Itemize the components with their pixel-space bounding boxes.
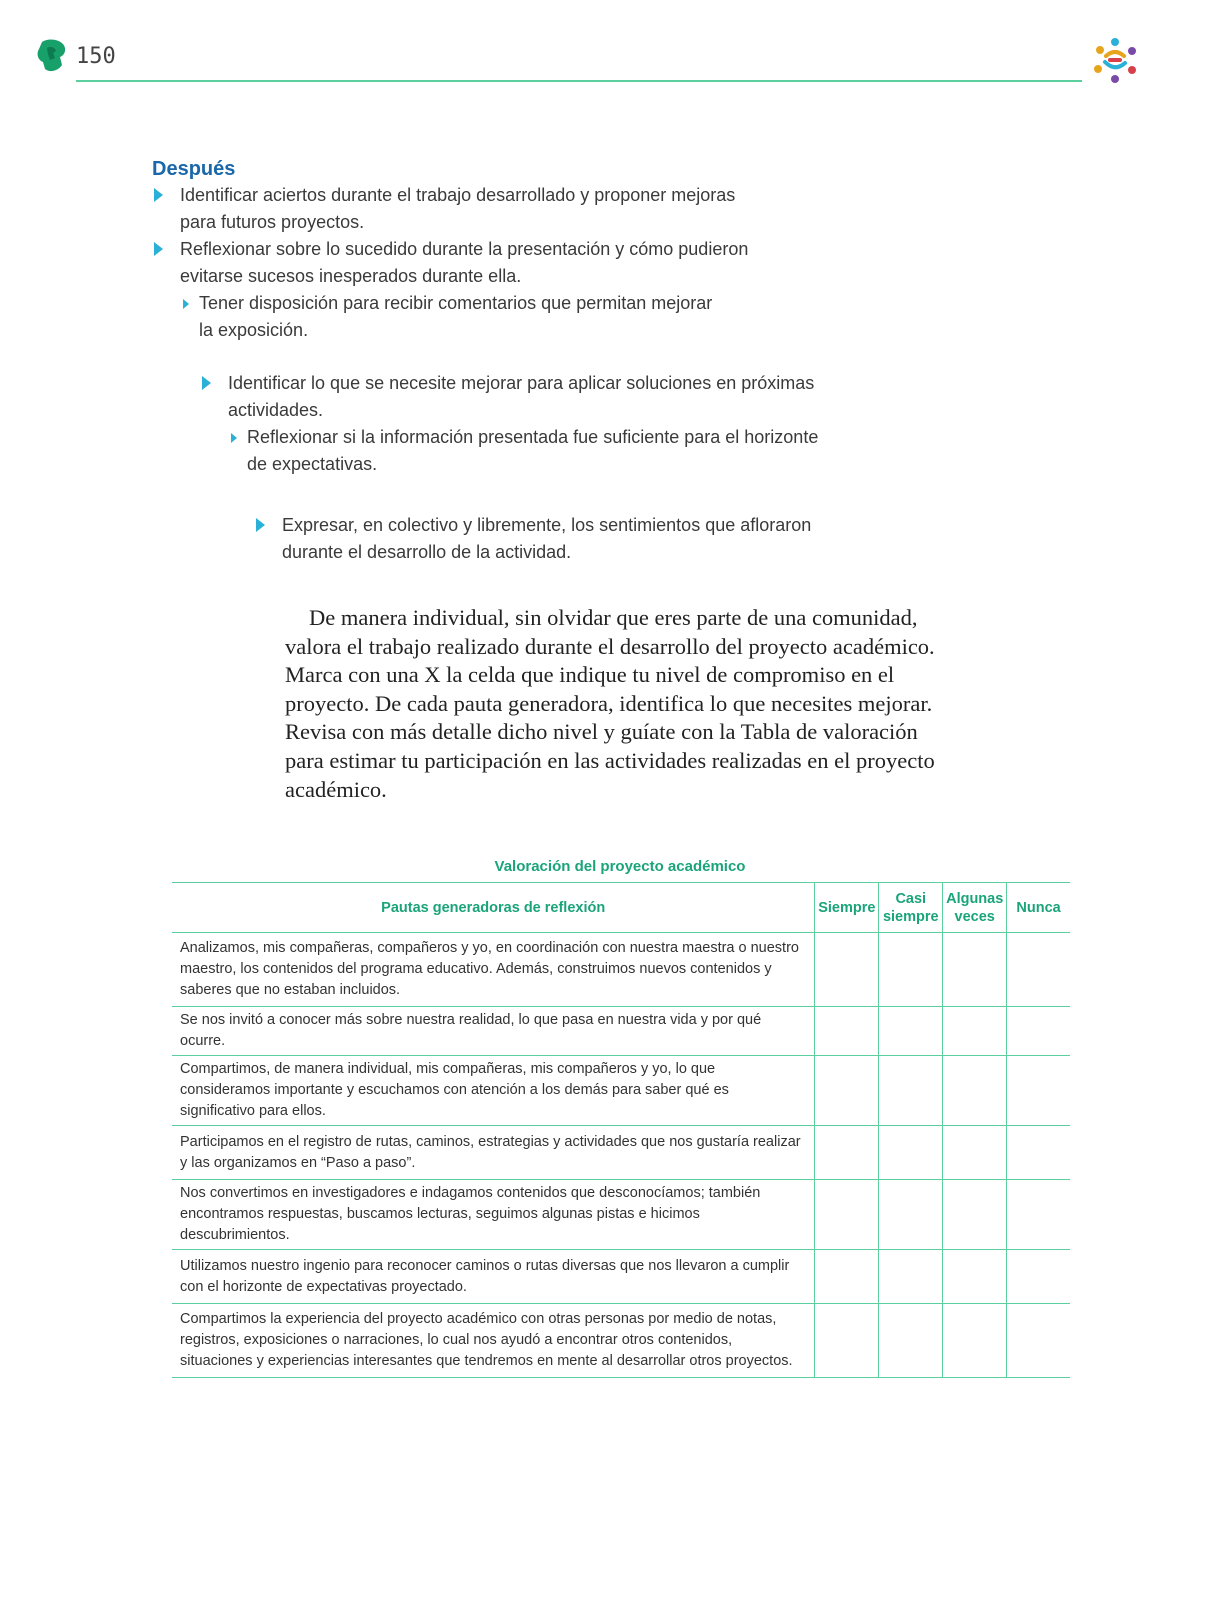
cell-nunca[interactable]: [1007, 1056, 1070, 1126]
criterion-text: Utilizamos nuestro ingenio para reconocer caminos o rutas diversas que nos llevaron a cumplir con el horizonte de expectativas proyectado.: [172, 1250, 815, 1304]
community-circle-icon: [1088, 34, 1142, 86]
criterion-text: Participamos en el registro de rutas, caminos, estrategias y actividades que nos gustaría realizar y las organizamos en “Paso a paso”.: [172, 1126, 815, 1180]
green-emblem-icon: [36, 38, 68, 74]
criterion-text: Nos convertimos en investigadores e indagamos contenidos que desconocíamos; también encontramos respuestas, buscamos lecturas, seguimos algunas pistas e hicimos descubrimientos.: [172, 1180, 815, 1250]
table-row: [172, 1250, 1070, 1304]
evaluation-table: [172, 882, 1070, 1378]
header-criteria: Pautas generadoras de reflexión: [172, 883, 815, 933]
cell-siempre[interactable]: [815, 1056, 879, 1126]
list-item: Expresar, en colectivo y libremente, los sentimientos que afloraron durante el desarrollo de la actividad.: [282, 512, 811, 566]
cell-nunca[interactable]: [1007, 1250, 1070, 1304]
cell-nunca[interactable]: [1007, 933, 1070, 1007]
header-rule: [76, 80, 1082, 82]
criterion-text: Analizamos, mis compañeras, compañeros y yo, en coordinación con nuestra maestra o nuestro maestro, los contenidos del programa educativo. Además, construimos nuevos contenidos y saberes que no estaban incluidos.: [172, 933, 815, 1007]
cell-algunas-veces[interactable]: [943, 1007, 1007, 1056]
list-item: Tener disposición para recibir comentarios que permitan mejorar la exposición.: [199, 290, 712, 344]
list-item: Reflexionar sobre lo sucedido durante la presentación y cómo pudieron evitarse sucesos inesperados durante ella.: [180, 236, 748, 290]
cell-siempre[interactable]: [815, 1304, 879, 1378]
cell-algunas-veces[interactable]: [943, 933, 1007, 1007]
cell-nunca[interactable]: [1007, 1304, 1070, 1378]
bullet-arrow-icon: [202, 376, 211, 390]
list-item: Identificar aciertos durante el trabajo desarrollado y proponer mejoras para futuros proyectos.: [180, 182, 735, 236]
table-row: [172, 1056, 1070, 1126]
cell-siempre[interactable]: [815, 1007, 879, 1056]
header-siempre: Siempre: [815, 883, 879, 933]
cell-siempre[interactable]: [815, 1250, 879, 1304]
page-number: 150: [76, 44, 116, 69]
table-row: [172, 1304, 1070, 1378]
cell-nunca[interactable]: [1007, 1180, 1070, 1250]
cell-casi-siempre[interactable]: [879, 933, 943, 1007]
cell-casi-siempre[interactable]: [879, 1180, 943, 1250]
cell-siempre[interactable]: [815, 1126, 879, 1180]
bullet-arrow-icon: [183, 299, 189, 309]
criterion-text: Se nos invitó a conocer más sobre nuestra realidad, lo que pasa en nuestra vida y por qué ocurre.: [172, 1007, 815, 1056]
criterion-text: Compartimos, de manera individual, mis compañeras, mis compañeros y yo, lo que consideramos importante y escuchamos con atención a los demás para saber qué es significativo para ellos.: [172, 1056, 815, 1126]
list-item: Reflexionar si la información presentada fue suficiente para el horizonte de expectativas.: [247, 424, 818, 478]
table-row: [172, 1007, 1070, 1056]
cell-casi-siempre[interactable]: [879, 1304, 943, 1378]
cell-algunas-veces[interactable]: [943, 1180, 1007, 1250]
cell-algunas-veces[interactable]: [943, 1304, 1007, 1378]
bullet-arrow-icon: [154, 242, 163, 256]
table-title: Valoración del proyecto académico: [494, 858, 746, 875]
header-nunca: Nunca: [1007, 883, 1070, 933]
section-title: Después: [152, 158, 236, 180]
cell-algunas-veces[interactable]: [943, 1250, 1007, 1304]
cell-casi-siempre[interactable]: [879, 1007, 943, 1056]
table-row: [172, 1180, 1070, 1250]
bullet-arrow-icon: [231, 433, 237, 443]
cell-siempre[interactable]: [815, 933, 879, 1007]
bullet-arrow-icon: [154, 188, 163, 202]
cell-casi-siempre[interactable]: [879, 1126, 943, 1180]
table-header-row: [172, 883, 1070, 933]
table-row: [172, 933, 1070, 1007]
cell-algunas-veces[interactable]: [943, 1126, 1007, 1180]
cell-nunca[interactable]: [1007, 1126, 1070, 1180]
criterion-text: Compartimos la experiencia del proyecto académico con otras personas por medio de notas, registros, exposiciones o narraciones, lo cual nos ayudó a encontrar otros contenidos, situaciones y experiencias interesantes que tendremos en mente al desarrollar otros proyectos.: [172, 1304, 815, 1378]
list-item: Identificar lo que se necesite mejorar para aplicar soluciones en próximas actividades.: [228, 370, 814, 424]
cell-siempre[interactable]: [815, 1180, 879, 1250]
page-header: [0, 0, 1214, 100]
cell-casi-siempre[interactable]: [879, 1250, 943, 1304]
bullet-arrow-icon: [256, 518, 265, 532]
instruction-paragraph: De manera individual, sin olvidar que eres parte de una comunidad, valora el trabajo realizado durante el desarrollo del proyecto académico. Marca con una X la celda que indique tu nivel de compromiso en el proyecto. De cada pauta generadora, identifica lo que necesites mejorar. Revisa con más detalle dicho nivel y guíate con la Tabla de valoración para estimar tu participación en las actividades realizadas en el proyecto académico.: [285, 605, 935, 802]
header-casi-siempre: Casi siempre: [879, 883, 943, 933]
table-row: [172, 1126, 1070, 1180]
cell-nunca[interactable]: [1007, 1007, 1070, 1056]
header-algunas-veces: Algunas veces: [943, 883, 1007, 933]
cell-algunas-veces[interactable]: [943, 1056, 1007, 1126]
cell-casi-siempre[interactable]: [879, 1056, 943, 1126]
